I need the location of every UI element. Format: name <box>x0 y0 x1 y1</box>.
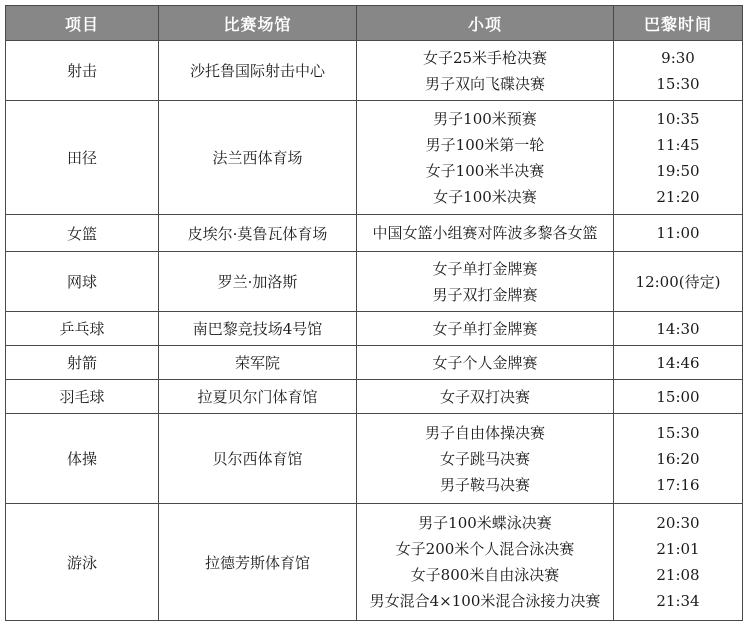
table-row <box>6 215 743 252</box>
time-cell <box>614 380 743 414</box>
event-time: 11:00 <box>656 224 700 242</box>
header-sport: 项目 <box>6 6 159 41</box>
event-cell <box>357 504 614 621</box>
event-cell <box>357 414 614 504</box>
sport-cell: 乒乓球 <box>6 312 159 346</box>
event-time: 21:01 <box>656 540 700 558</box>
event-cell <box>357 215 614 252</box>
time-cell <box>614 41 743 101</box>
table-row <box>6 380 743 414</box>
event-name: 中国女篮小组赛对阵波多黎各女篮 <box>372 224 598 242</box>
venue-cell: 沙托鲁国际射击中心 <box>159 41 357 101</box>
event-name: 男子自由体操决赛 <box>424 423 545 442</box>
event-name: 女子个人金牌赛 <box>432 353 538 372</box>
sport-cell: 射箭 <box>6 346 159 380</box>
sport-cell: 游泳 <box>6 504 159 621</box>
event-name: 男子100米预赛 <box>433 109 537 128</box>
event-time: 20:30 <box>656 514 700 532</box>
event-name: 女子100米决赛 <box>433 187 537 206</box>
event-name: 女子跳马决赛 <box>439 449 530 468</box>
venue-cell: 皮埃尔·莫鲁瓦体育场 <box>159 215 357 252</box>
table-row <box>6 312 743 346</box>
event-name: 女子单打金牌赛 <box>432 259 538 278</box>
header-event: 小项 <box>357 6 614 41</box>
event-time: 9:30 <box>661 48 695 67</box>
sport-cell: 羽毛球 <box>6 380 159 414</box>
time-cell <box>614 215 743 252</box>
event-time: 15:30 <box>656 74 700 93</box>
time-cell <box>614 504 743 621</box>
event-name: 女子200米个人混合泳决赛 <box>395 540 575 558</box>
table-row <box>6 41 743 101</box>
table-row <box>6 504 743 621</box>
event-name: 男子鞍马决赛 <box>439 475 530 494</box>
venue-cell: 拉夏贝尔门体育馆 <box>159 380 357 414</box>
event-name: 女子100米半决赛 <box>425 161 545 180</box>
event-time: 15:30 <box>656 423 700 442</box>
event-name: 女子800米自由泳决赛 <box>410 566 560 584</box>
event-cell <box>357 346 614 380</box>
time-cell <box>614 252 743 312</box>
time-cell <box>614 312 743 346</box>
time-cell <box>614 101 743 215</box>
header-row <box>6 6 743 41</box>
olympic-schedule-table <box>5 5 743 621</box>
sport-cell: 网球 <box>6 252 159 312</box>
venue-cell: 罗兰·加洛斯 <box>159 252 357 312</box>
event-cell <box>357 252 614 312</box>
venue-cell: 法兰西体育场 <box>159 101 357 215</box>
event-cell <box>357 101 614 215</box>
event-time: 10:35 <box>656 109 700 128</box>
venue-cell: 南巴黎竞技场4号馆 <box>159 312 357 346</box>
event-time: 14:46 <box>656 353 700 372</box>
sport-cell: 体操 <box>6 414 159 504</box>
event-time: 11:45 <box>656 135 700 154</box>
event-time: 14:30 <box>656 319 700 338</box>
event-name: 女子单打金牌赛 <box>432 319 538 338</box>
header-time: 巴黎时间 <box>614 6 743 41</box>
event-name: 男子100米蝶泳决赛 <box>418 514 552 532</box>
sport-cell: 田径 <box>6 101 159 215</box>
event-time: 12:00(待定) <box>635 272 721 291</box>
event-time: 21:08 <box>656 566 700 584</box>
table-row <box>6 101 743 215</box>
table-row <box>6 252 743 312</box>
schedule-body <box>6 41 743 621</box>
event-cell <box>357 41 614 101</box>
venue-cell: 荣军院 <box>159 346 357 380</box>
event-name: 男子100米第一轮 <box>425 135 545 154</box>
sport-cell: 女篮 <box>6 215 159 252</box>
event-name: 男女混合4×100米混合泳接力决赛 <box>369 592 601 610</box>
event-time: 15:00 <box>656 387 700 406</box>
venue-cell: 拉德芳斯体育馆 <box>159 504 357 621</box>
event-time: 21:20 <box>656 187 700 206</box>
time-cell <box>614 414 743 504</box>
event-cell <box>357 312 614 346</box>
table-row <box>6 414 743 504</box>
table-row <box>6 346 743 380</box>
sport-cell: 射击 <box>6 41 159 101</box>
event-name: 男子双向飞碟决赛 <box>424 74 545 93</box>
event-time: 17:16 <box>656 475 700 494</box>
header-venue: 比赛场馆 <box>159 6 357 41</box>
venue-cell: 贝尔西体育馆 <box>159 414 357 504</box>
event-name: 男子双打金牌赛 <box>432 285 538 304</box>
event-name: 女子双打决赛 <box>439 387 530 406</box>
event-name: 女子25米手枪决赛 <box>422 48 548 67</box>
event-time: 19:50 <box>656 161 700 180</box>
event-cell <box>357 380 614 414</box>
event-time: 16:20 <box>656 449 700 468</box>
event-time: 21:34 <box>656 592 700 610</box>
time-cell <box>614 346 743 380</box>
